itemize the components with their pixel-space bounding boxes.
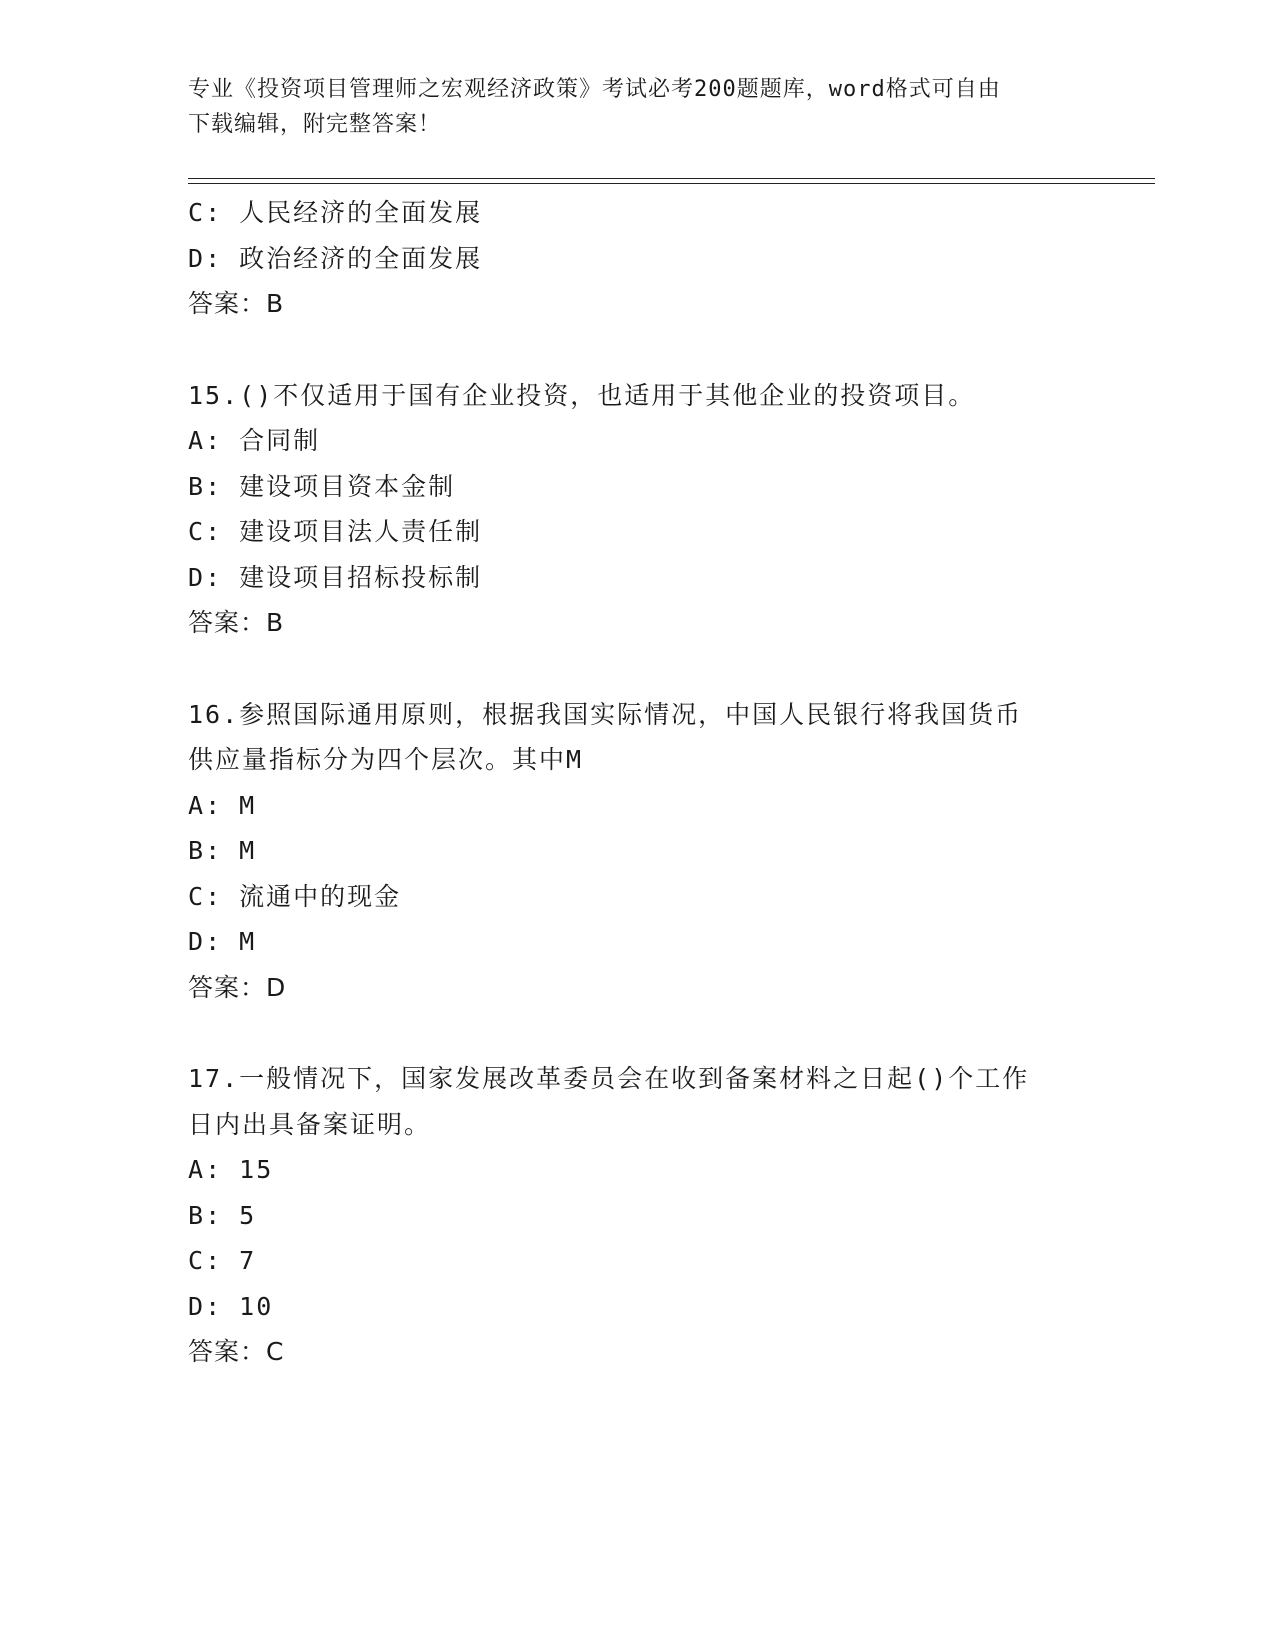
option-text: 合同制 xyxy=(239,426,321,455)
option-text: 人民经济的全面发展 xyxy=(239,198,483,227)
option-d: D: M xyxy=(188,927,257,956)
answer-line xyxy=(188,281,1088,327)
header-line-1: 专业《投资项目管理师之宏观经济政策》考试必考200题题库，word格式可自由 xyxy=(188,77,1001,102)
option-text: M xyxy=(239,836,257,865)
answer-label: 答案： xyxy=(188,1337,267,1366)
option-b: B: 建设项目资本金制 xyxy=(188,471,456,501)
answer-label: 答案： xyxy=(188,289,267,318)
option-text: 10 xyxy=(239,1291,274,1321)
option-text: 建设项目招标投标制 xyxy=(239,562,483,592)
option-text: 15 xyxy=(239,1155,274,1184)
option-d: D: 建设项目招标投标制 xyxy=(188,562,483,592)
question-15 xyxy=(188,373,1088,646)
question-number: 15. xyxy=(188,380,240,410)
answer-value: B xyxy=(266,289,285,318)
header-line-2: 下载编辑，附完整答案！ xyxy=(188,112,442,137)
option-key: C xyxy=(188,517,206,546)
document-header xyxy=(188,72,1068,142)
question-stem-continued xyxy=(188,1102,1088,1148)
option-b: B: M xyxy=(188,836,257,865)
option-text: 建设项目法人责任制 xyxy=(239,517,483,546)
option-text: 7 xyxy=(239,1246,257,1275)
option-c: C: 7 xyxy=(188,1246,257,1275)
option-key: A xyxy=(188,1155,206,1184)
question-stem-line-1: 参照国际通用原则，根据我国实际情况，中国人民银行将我国货币 xyxy=(239,699,1023,729)
option-text: 政治经济的全面发展 xyxy=(239,243,483,273)
option-key: D xyxy=(188,1291,206,1321)
option-a: A: M xyxy=(188,790,257,820)
option-b: B: 5 xyxy=(188,1200,257,1230)
option-text: M xyxy=(239,790,257,820)
answer-label: 答案： xyxy=(188,972,267,1002)
answer-value: D xyxy=(266,972,287,1002)
answer-line xyxy=(188,965,1088,1011)
option-c: C: 建设项目法人责任制 xyxy=(188,517,483,546)
option-d: D: 政治经济的全面发展 xyxy=(188,243,483,273)
question-stem-line-2: 供应量指标分为四个层次。其中M xyxy=(188,745,584,774)
question-stem-line-1: ()不仅适用于国有企业投资，也适用于其他企业的投资项目。 xyxy=(239,380,976,410)
option-text: 流通中的现金 xyxy=(239,881,402,911)
question-content xyxy=(188,190,1088,1375)
option-key: A xyxy=(188,426,206,455)
option-key: D xyxy=(188,243,206,273)
option-text: M xyxy=(239,927,257,956)
option-a: A: 合同制 xyxy=(188,426,321,455)
question-stem xyxy=(188,373,1088,419)
question-stem-line-2: 日内出具备案证明。 xyxy=(188,1109,432,1139)
option-c: C: 人民经济的全面发展 xyxy=(188,198,483,227)
option-key: D xyxy=(188,927,206,956)
answer-line xyxy=(188,600,1088,646)
answer-label: 答案： xyxy=(188,608,267,637)
question-stem xyxy=(188,692,1088,738)
option-key: A xyxy=(188,790,206,820)
header-rule-top xyxy=(188,178,1155,179)
answer-value: B xyxy=(266,608,285,637)
option-key: C xyxy=(188,198,206,227)
answer-value: C xyxy=(266,1337,285,1366)
question-number: 16. xyxy=(188,699,240,729)
question-16 xyxy=(188,692,1088,1011)
continued-question xyxy=(188,190,1088,327)
header-rule-bottom xyxy=(188,183,1155,184)
question-stem-continued xyxy=(188,737,1088,783)
option-key: B xyxy=(188,836,206,865)
option-d: D: 10 xyxy=(188,1291,274,1321)
question-stem-line-1: 一般情况下，国家发展改革委员会在收到备案材料之日起()个工作 xyxy=(239,1064,1030,1093)
option-key: B xyxy=(188,1200,206,1230)
option-key: B xyxy=(188,471,206,501)
option-text: 5 xyxy=(239,1200,257,1230)
question-stem xyxy=(188,1056,1088,1102)
option-c: C: 流通中的现金 xyxy=(188,881,402,911)
question-17 xyxy=(188,1056,1088,1375)
option-key: C xyxy=(188,1246,206,1275)
question-number: 17. xyxy=(188,1064,240,1093)
option-text: 建设项目资本金制 xyxy=(239,471,456,501)
option-key: D xyxy=(188,562,206,592)
option-a: A: 15 xyxy=(188,1155,274,1184)
option-key: C xyxy=(188,881,206,911)
answer-line xyxy=(188,1329,1088,1375)
